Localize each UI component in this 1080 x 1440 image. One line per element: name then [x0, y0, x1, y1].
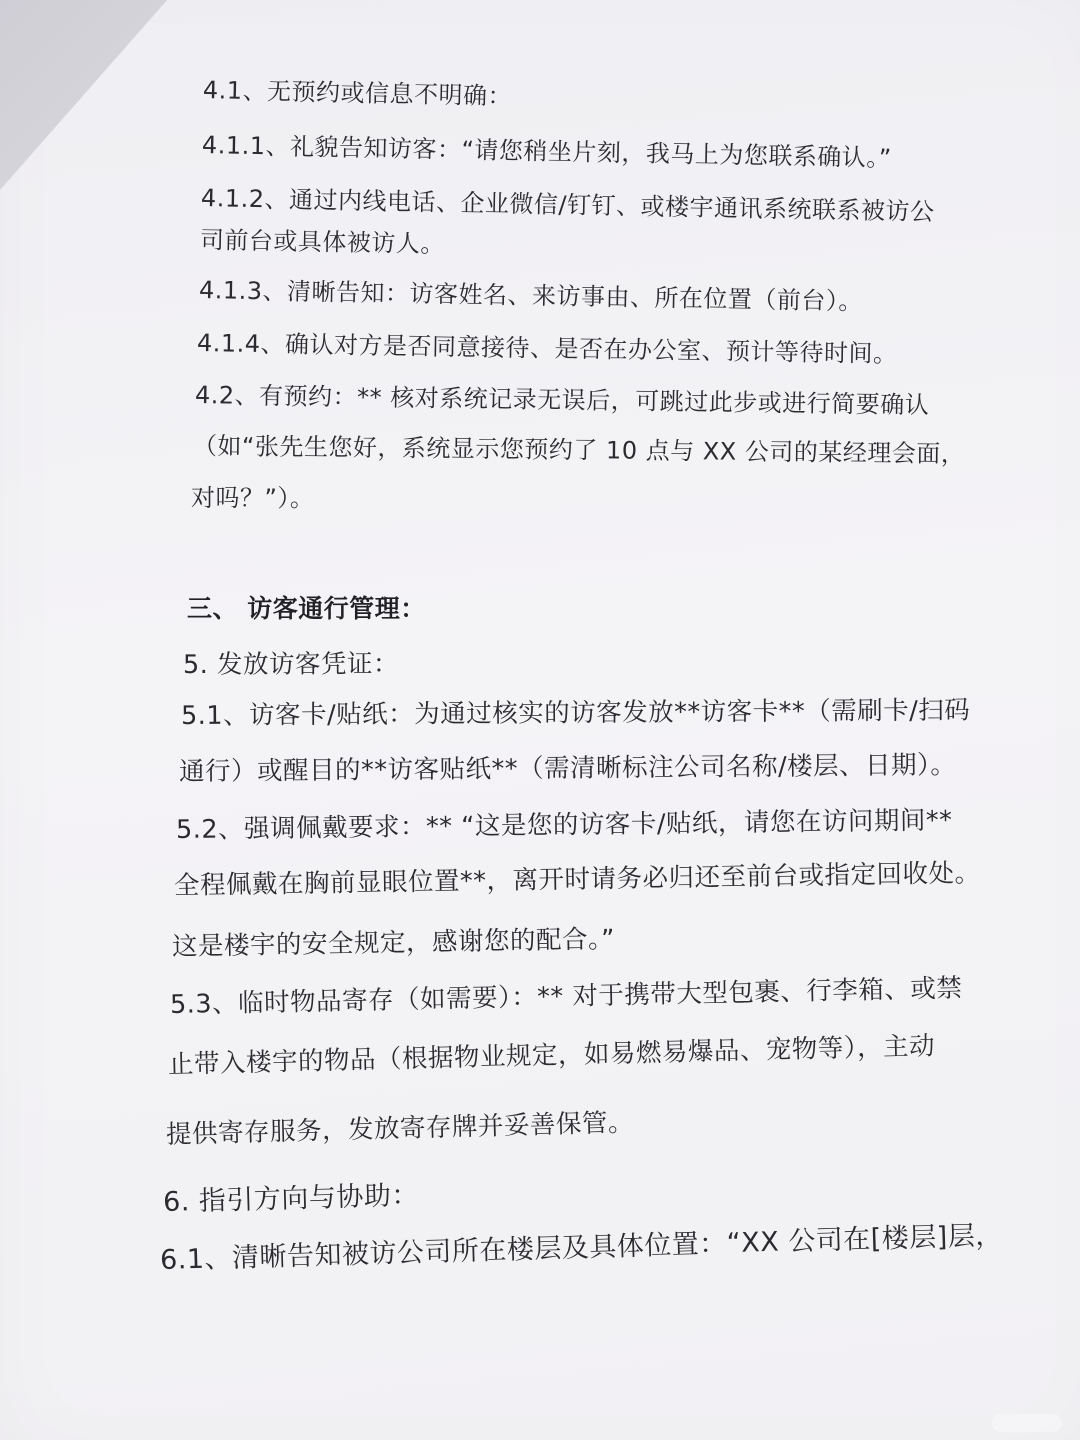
text-line: 5.1、访客卡/贴纸：为通过核实的访客发放**访客卡**（需刷卡/扫码 — [180, 695, 971, 731]
text-line: 司前台或具体被访人。 — [199, 226, 446, 259]
text-line: 6. 指引方向与协助： — [162, 1179, 420, 1218]
text-line: （如“张先生您好，系统显示您预约了 10 点与 XX 公司的某经理会面， — [192, 432, 966, 469]
text-line: 通行）或醒目的**访客贴纸**（需清晰标注公司名称/楼层、日期）。 — [178, 750, 957, 787]
text-line: 4.1.2、通过内线电话、企业微信/钉钉、或楼宇通讯系统联系被访公 — [200, 184, 935, 227]
text-line: 4.2、有预约：** 核对系统记录无误后，可跳过此步或进行简要确认 — [194, 381, 930, 420]
text-line: 4.1.4、确认对方是否同意接待、是否在办公室、预计等待时间。 — [196, 329, 898, 369]
text-line: 5.2、强调佩戴要求：** “这是您的访客卡/贴纸，请您在访问期间** — [175, 805, 953, 845]
text-line: 全程佩戴在胸前显眼位置**，离开时请务必归还至前台或指定回收处。 — [173, 858, 981, 901]
text-line: 这是楼宇的安全规定，感谢您的配合。” — [171, 924, 616, 962]
text-line: 止带入楼宇的物品（根据物业规定，如易燃易爆品、宠物等），主动 — [167, 1031, 936, 1080]
text-line: 6.1、清晰告知被访公司所在楼层及具体位置：“XX 公司在[楼层]层， — [159, 1219, 1004, 1276]
text-line: 5. 发放访客凭证： — [182, 649, 399, 680]
text-line: 4.1.1、礼貌告知访客：“请您稍坐片刻，我马上为您联系确认。” — [201, 131, 893, 173]
section-heading: 三、 访客通行管理： — [187, 594, 426, 623]
text-line: 提供寄存服务，发放寄存牌并妥善保管。 — [165, 1107, 635, 1150]
corner-watermark — [992, 1414, 1062, 1432]
text-line: 4.1.3、清晰告知：访客姓名、来访事由、所在位置（前台）。 — [198, 276, 864, 316]
text-line: 5.3、临时物品寄存（如需要）：** 对于携带大型包裹、行李箱、或禁 — [169, 973, 963, 1020]
text-line: 4.1、无预约或信息不明确： — [202, 76, 513, 111]
text-line: 对吗？”）。 — [191, 484, 315, 512]
